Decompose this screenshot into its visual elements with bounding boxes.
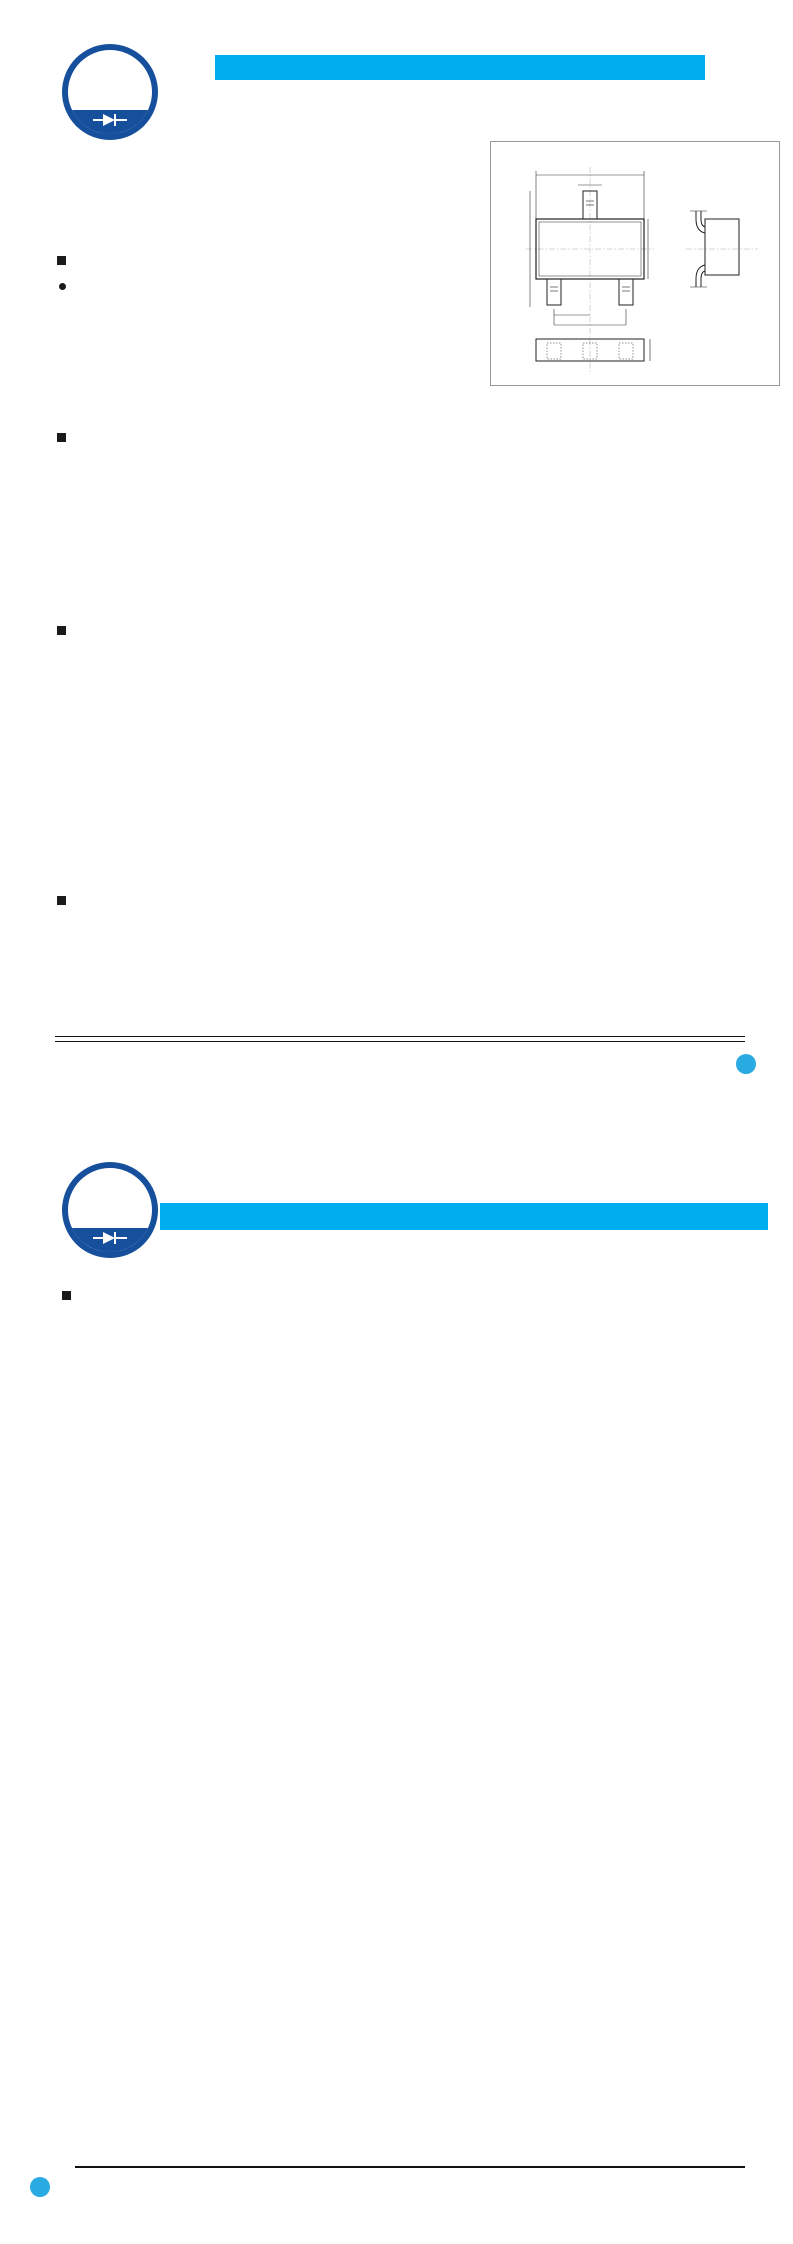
features-heading bbox=[57, 256, 72, 268]
square-bullet-icon bbox=[57, 256, 66, 265]
feature-item bbox=[59, 282, 71, 293]
header-banner bbox=[215, 55, 705, 80]
footer-rule-page2 bbox=[75, 2166, 745, 2168]
page-number-badge-2 bbox=[30, 2177, 50, 2197]
square-bullet-icon bbox=[57, 626, 66, 635]
square-bullet-icon bbox=[57, 433, 66, 442]
logo-band bbox=[68, 110, 152, 134]
logo-circle-icon bbox=[62, 1162, 158, 1258]
abs-max-heading bbox=[57, 433, 72, 445]
logo-circle-icon bbox=[62, 44, 158, 140]
logo-band bbox=[68, 1228, 152, 1252]
page-number-badge-1 bbox=[736, 1054, 756, 1074]
header-banner bbox=[160, 1203, 768, 1230]
brand-logo bbox=[50, 44, 225, 142]
package-drawing bbox=[490, 141, 780, 386]
elec-char-heading bbox=[57, 626, 72, 638]
hfe-class-heading bbox=[57, 896, 72, 908]
dot-bullet-icon bbox=[59, 283, 66, 290]
footer-rule-page1 bbox=[55, 1036, 745, 1042]
diode-icon bbox=[93, 1231, 127, 1245]
square-bullet-icon bbox=[62, 1291, 71, 1300]
typical-characteristics-heading bbox=[62, 1291, 77, 1303]
square-bullet-icon bbox=[57, 896, 66, 905]
diode-icon bbox=[93, 113, 127, 127]
